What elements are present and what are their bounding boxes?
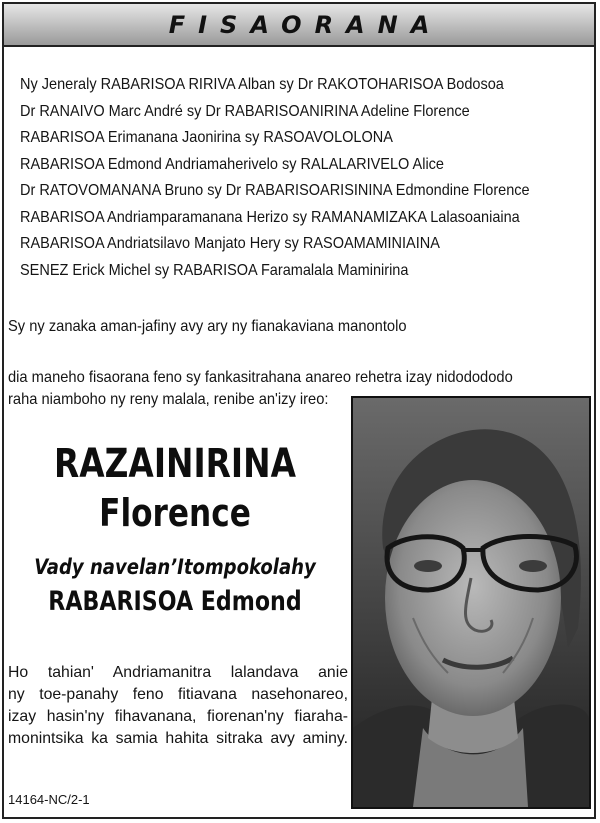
family-name-line: RABARISOA Erimanana Jaonirina sy RASOAVOLOLONA: [20, 129, 393, 146]
portrait-photo: [351, 396, 591, 809]
family-statement: Sy ny zanaka aman-jafiny avy ary ny fianakaviana manontolo: [8, 318, 407, 335]
blessing-line: izay hasin'ny fihavanana, fiorenan'ny fiaraha-: [8, 708, 348, 725]
portrait-icon: [353, 398, 589, 807]
family-name-line: RABARISOA Andriatsilavo Manjato Hery sy RASOAMAMINIAINA: [20, 235, 440, 252]
reference-code: 14164-NC/2-1: [8, 792, 90, 807]
blessing-paragraph: [8, 662, 348, 750]
family-name-line: Dr RANAIVO Marc André sy Dr RABARISOANIRINA Adeline Florence: [20, 102, 470, 120]
header-bar: [4, 4, 594, 47]
gratitude-statement-line-1: dia maneho fisaorana feno sy fankasitrahana anareo rehetra izay nidodododo: [8, 369, 513, 386]
family-name-line: RABARISOA Andriamparamanana Herizo sy RAMANAMIZAKA Lalasoaniaina: [20, 208, 520, 226]
spouse-name: RABARISOA Edmond: [48, 586, 302, 617]
blessing-line: Ho tahian' Andriamanitra lalandava anie: [8, 664, 348, 681]
deceased-surname: RAZAINIRINA: [54, 441, 296, 487]
gratitude-statement-line-2: raha niamboho ny reny malala, renibe an'izy ireo:: [8, 391, 329, 408]
family-name-line: Dr RATOVOMANANA Bruno sy Dr RABARISOARISININA Edmondine Florence: [20, 182, 530, 199]
family-name-line: RABARISOA Edmond Andriamaherivelo sy RALALARIVELO Alice: [20, 155, 444, 173]
family-name-line: Ny Jeneraly RABARISOA RIRIVA Alban sy Dr RAKOTOHARISOA Bodosoa: [20, 76, 504, 93]
notice-title: FISAORANA: [168, 10, 443, 39]
spouse-relation: Vady navelan’Itompokolahy: [34, 555, 316, 579]
deceased-block: [6, 438, 344, 622]
family-names-list: [20, 72, 580, 284]
deceased-first-name: Florence: [99, 491, 251, 535]
blessing-line: ny toe-panahy feno fitiavana nasehonareo,: [8, 686, 348, 703]
family-name-line: SENEZ Erick Michel sy RABARISOA Faramalala Maminirina: [20, 261, 409, 279]
blessing-line: monintsika ka samia hahita sitraka avy aminy.: [8, 730, 348, 747]
